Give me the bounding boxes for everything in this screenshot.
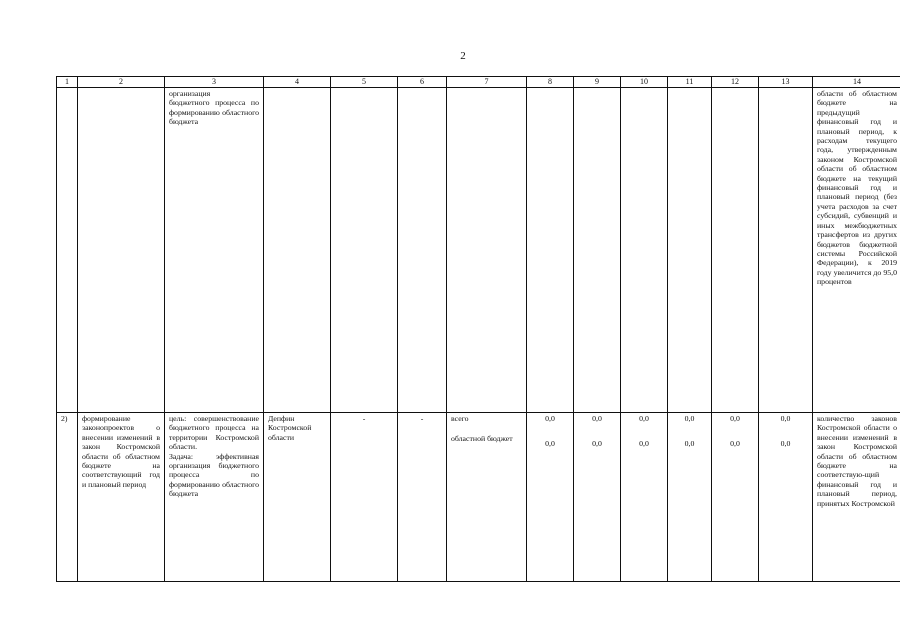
responsible-cell: Депфин Костромской области xyxy=(264,413,331,582)
table-cell xyxy=(264,88,331,413)
column-header: 3 xyxy=(165,77,264,88)
amount-value: 0,0 xyxy=(592,439,602,449)
amount-value: 0,0 xyxy=(684,414,695,423)
amount-value: 0,0 xyxy=(730,414,740,423)
column-header: 13 xyxy=(759,77,813,88)
goal-cell: организация бюджетного процесса по формированию областного бюджета xyxy=(165,88,264,413)
column-header: 9 xyxy=(574,77,621,88)
amount-value: 0,0 xyxy=(730,439,740,449)
amount-value: 0,0 xyxy=(780,414,791,423)
amount-cell xyxy=(574,413,621,582)
table-cell xyxy=(57,88,78,413)
column-header: 11 xyxy=(668,77,712,88)
table-cell xyxy=(574,88,621,413)
column-header: 10 xyxy=(621,77,668,88)
column-header: 7 xyxy=(447,77,527,88)
column-header: 12 xyxy=(712,77,759,88)
table-cell xyxy=(759,88,813,413)
funding-total-label: всего xyxy=(451,414,469,423)
column-header: 4 xyxy=(264,77,331,88)
funding-source-cell xyxy=(447,413,527,582)
table-cell xyxy=(78,88,165,413)
amount-value: 0,0 xyxy=(684,439,695,449)
amount-value: 0,0 xyxy=(639,414,649,423)
amount-value: 0,0 xyxy=(592,414,602,423)
table-cell xyxy=(331,88,398,413)
amount-value: 0,0 xyxy=(545,439,555,449)
indicator-cell: количество законов Костромской области о внесении изменений в закон Костромской области об областном бюджете на соответствую-щий финансовый год и плановый период, принятых Костромской xyxy=(813,413,900,582)
funding-budget-label: областной бюджет xyxy=(451,434,513,444)
dash-cell: - xyxy=(398,413,447,582)
amount-value: 0,0 xyxy=(639,439,649,449)
amount-cell xyxy=(712,413,759,582)
indicator-cell: области об областном бюджете на предыдущий финансовый год и плановый период, к расходам текущего года, утвержденным законом Костромской области об областном бюджете на текущий финансовый год и плановый период (без учета расходов за счет субсидий, субвенций и иных межбюджетных трансфертов из других бюджетов бюджетной системы Российской Федерации), к 2019 году увеличится до 95,0 процентов xyxy=(813,88,900,413)
item-number-cell: 2) xyxy=(57,413,78,582)
amount-value: 0,0 xyxy=(545,414,555,423)
table-cell xyxy=(527,88,574,413)
column-header: 1 xyxy=(57,77,78,88)
amount-value: 0,0 xyxy=(780,439,791,449)
page-number: 2 xyxy=(460,50,466,62)
table-cell xyxy=(398,88,447,413)
dash-cell: - xyxy=(331,413,398,582)
activity-cell: формирование законопроектов о внесении изменений в закон Костромской области об областном бюджете на соответствующий год и плановый период xyxy=(78,413,165,582)
column-header: 8 xyxy=(527,77,574,88)
goal-cell: цель: совершенствование бюджетного процесса на территории Костромской области. Задача: эффективная организация бюджетного процесса по формированию областного бюджета xyxy=(165,413,264,582)
table-cell xyxy=(712,88,759,413)
table-cell xyxy=(621,88,668,413)
amount-cell xyxy=(759,413,813,582)
column-header: 5 xyxy=(331,77,398,88)
column-header: 2 xyxy=(78,77,165,88)
header-row xyxy=(57,77,900,88)
budget-table xyxy=(56,76,900,582)
table-cell xyxy=(668,88,712,413)
amount-cell xyxy=(668,413,712,582)
table-row xyxy=(57,88,900,413)
table-row xyxy=(57,413,900,582)
table-cell xyxy=(447,88,527,413)
amount-cell xyxy=(621,413,668,582)
column-header: 14 xyxy=(813,77,900,88)
amount-cell xyxy=(527,413,574,582)
column-header: 6 xyxy=(398,77,447,88)
